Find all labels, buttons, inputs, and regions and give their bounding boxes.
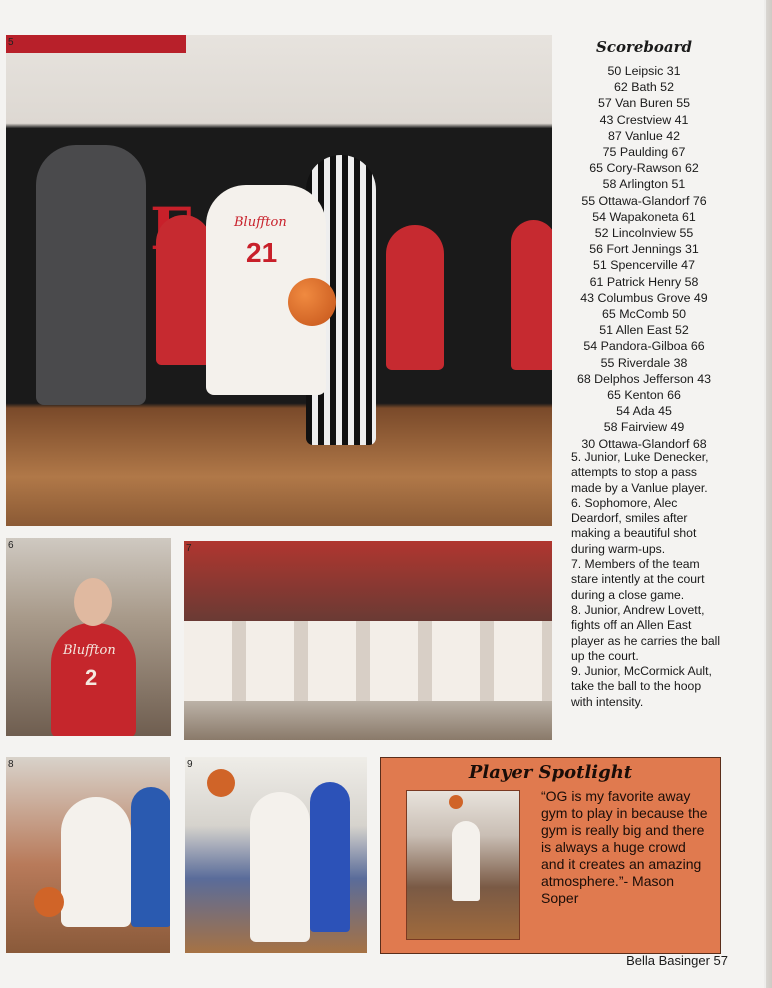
photo-6-warmup — [6, 538, 171, 736]
score-line: 57 Van Buren 55 — [597, 96, 691, 111]
page-edge — [766, 0, 772, 988]
player-figure — [452, 821, 480, 901]
photo-7-number: 7 — [186, 543, 192, 554]
photo-5-action-shot — [6, 35, 552, 526]
score-line: 30 Ottawa-Glandorf 68 — [581, 436, 707, 451]
score-line: 61 Patrick Henry 58 — [589, 274, 699, 289]
score-line: 65 McComb 50 — [601, 307, 687, 322]
cheerleader-figure — [156, 215, 211, 365]
caption-text: 6. Sophomore, Alec Deardorf, smiles after making a beautiful shot during warm-ups. — [571, 495, 697, 556]
photo-7-bench — [184, 541, 552, 740]
bench-players — [184, 621, 552, 701]
player-spotlight — [380, 757, 721, 954]
score-line: 50 Leipsic 31 — [607, 64, 681, 78]
score-line: 43 Columbus Grove 49 — [580, 290, 708, 305]
cheerleader-figure — [511, 220, 552, 370]
player-head — [74, 578, 112, 626]
photo-5-number: 5 — [8, 37, 14, 48]
jersey-team-text: Bluffton — [234, 215, 287, 230]
score-line: 54 Wapakoneta 61 — [592, 209, 696, 224]
jersey-number: 2 — [85, 665, 98, 690]
opponent-player-figure — [131, 787, 170, 927]
score-line: 54 Ada 45 — [616, 404, 672, 419]
caption-text: 7. Members of the team stare intently at the court during a close game. — [571, 557, 705, 602]
player-figure — [61, 797, 131, 927]
basketball — [207, 769, 235, 797]
spotlight-title: Player Spotlight — [468, 762, 633, 783]
opponent-player-figure — [36, 145, 146, 405]
spotlight-photo — [406, 790, 520, 940]
photo-9-number: 9 — [187, 759, 193, 770]
player-figure — [51, 623, 136, 736]
score-line: 54 Pandora-Gilboa 66 — [583, 339, 705, 354]
caption-text: 8. Junior, Andrew Lovett, fights off an Allen East player as he carries the ball up the court. — [571, 602, 721, 663]
jersey-team-text: Bluffton — [63, 643, 116, 658]
photo-captions — [571, 450, 723, 710]
caption-text: 9. Junior, McCormick Ault, take the ball to the hoop with intensity. — [571, 664, 712, 709]
cheerleader-figure — [386, 225, 444, 370]
spotlight-quote: “OG is my favorite away gym to play in because the gym is really big and there is always a huge crowd and it creates an amazing atmosphere.”- Mason Soper — [541, 788, 708, 906]
photo-5-banner — [6, 35, 186, 53]
score-line: 58 Fairview 49 — [603, 420, 685, 435]
jersey-number: 21 — [246, 237, 278, 268]
score-line: 75 Paulding 67 — [602, 145, 686, 160]
photo-8-dribble — [6, 757, 170, 953]
score-line: 51 Spencerville 47 — [593, 258, 695, 273]
scoreboard-list — [566, 63, 722, 452]
photo-9-drive — [185, 757, 367, 953]
score-line: 65 Kenton 66 — [607, 388, 681, 403]
score-line: 87 Vanlue 42 — [607, 128, 681, 143]
score-line: 52 Lincolnview 55 — [594, 226, 694, 241]
page-footer — [626, 953, 728, 968]
basketball — [34, 887, 64, 917]
score-line: 51 Allen East 52 — [599, 323, 689, 338]
opponent-player-figure — [310, 782, 350, 932]
scoreboard-title: Scoreboard — [595, 38, 693, 56]
score-line: 58 Arlington 51 — [602, 177, 686, 192]
basketball — [449, 795, 463, 809]
score-line: 62 Bath 52 — [614, 80, 674, 95]
photo-6-number: 6 — [8, 540, 14, 551]
basketball — [288, 278, 336, 326]
player-figure — [250, 792, 310, 942]
footer-page-number: 57 — [713, 953, 728, 968]
score-line: 68 Delphos Jefferson 43 — [576, 371, 712, 386]
score-line: 43 Crestview 41 — [599, 112, 689, 127]
photo-8-number: 8 — [8, 759, 14, 770]
caption-text: 5. Junior, Luke Denecker, attempts to stop a pass made by a Vanlue player. — [571, 450, 709, 495]
score-line: 56 Fort Jennings 31 — [589, 242, 699, 257]
score-line: 55 Ottawa-Glandorf 76 — [581, 193, 707, 208]
footer-author: Bella Basinger — [626, 953, 710, 968]
score-line: 55 Riverdale 38 — [600, 355, 688, 370]
score-line: 65 Cory-Rawson 62 — [589, 161, 699, 176]
